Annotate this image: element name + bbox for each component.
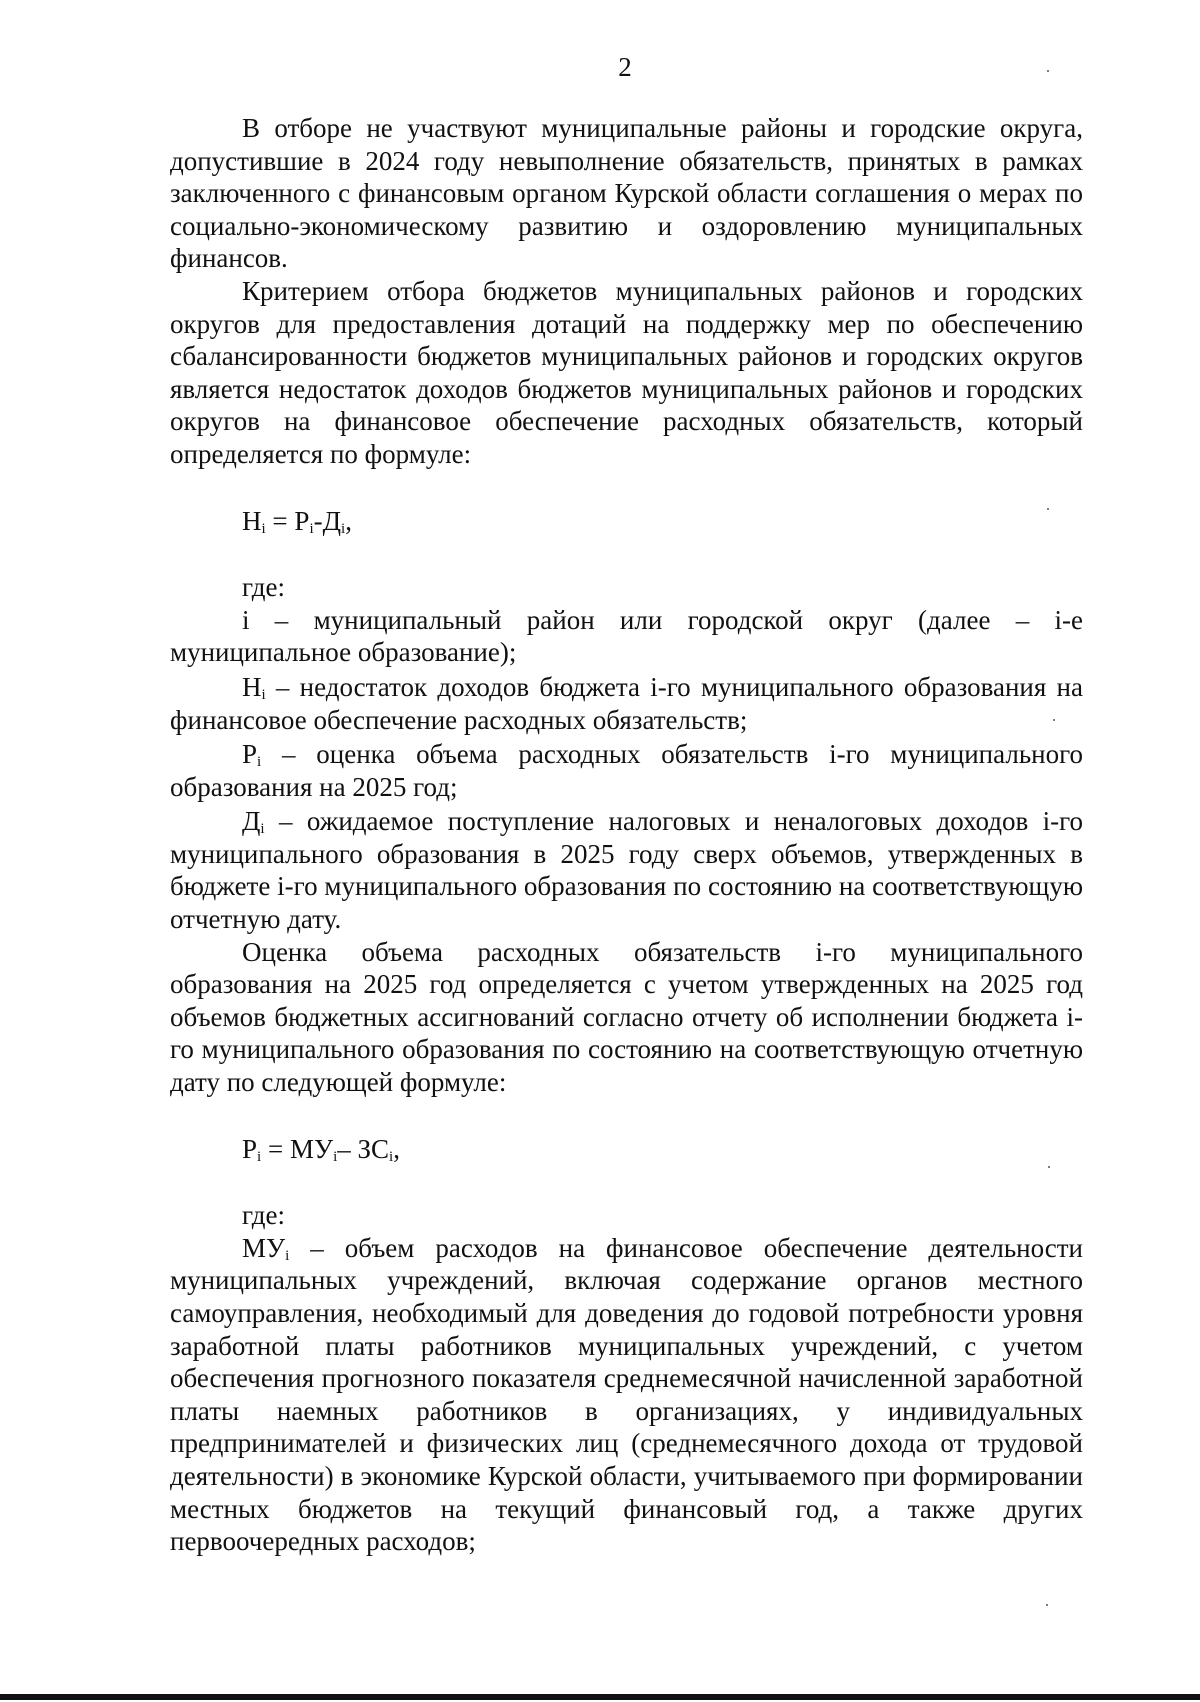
definition-mu — [170, 1232, 1083, 1558]
subscript-i: i — [261, 686, 266, 703]
definition-i-text: – муниципальный район или городской округ (далее – i-е муниципальное образование); — [170, 604, 1083, 668]
definition-d — [170, 805, 1083, 935]
symbol-h: Н — [242, 505, 262, 536]
formula-expenses — [170, 1133, 1083, 1166]
scan-speck — [1048, 1166, 1050, 1168]
subscript-i: i — [260, 821, 265, 838]
definition-p — [170, 738, 1083, 803]
definition-h — [170, 671, 1083, 736]
scan-bottom-edge — [0, 1694, 1200, 1700]
symbol-p: Р — [294, 505, 310, 536]
var-i: i — [242, 604, 250, 635]
scan-speck — [1046, 1604, 1048, 1606]
formula-end: , — [345, 505, 352, 536]
formula-end: , — [393, 1133, 400, 1164]
symbol-p: Р — [242, 739, 258, 770]
symbol-mu: МУ — [242, 1232, 286, 1263]
scan-speck — [1047, 508, 1049, 510]
symbol-h: Н — [242, 671, 262, 702]
subscript-i: i — [261, 520, 266, 537]
scan-speck — [1053, 719, 1055, 721]
formula-equals: = — [265, 505, 295, 536]
paragraph-expense-estimate: Оценка объема расходных обязательств i-го муниципального образования на 2025 год определяется с учетом утвержденных на 2025 год объемов бюджетных ассигнований согласно отчету об исполнении бюджета i-го муниципального образования по состоянию на соответствующую отчетную дату по следующей формуле: — [170, 936, 1083, 1098]
symbol-p: Р — [242, 1133, 258, 1164]
symbol-zs: ЗС — [357, 1133, 390, 1164]
where-label: где: — [242, 1200, 285, 1231]
formula-minus: - — [313, 505, 323, 536]
symbol-mu: МУ — [289, 1133, 334, 1164]
formula-equals: = — [261, 1133, 290, 1164]
definition-i — [170, 604, 1083, 669]
definition-p-text: – оценка объема расходных обязательств i-го муниципального образования на 2025 год; — [170, 739, 1083, 802]
definition-h-text: – недостаток доходов бюджета i-го муниципального образования на финансовое обеспечение расходных обязательств; — [170, 671, 1083, 735]
subscript-i: i — [257, 1148, 262, 1165]
symbol-d: Д — [322, 505, 342, 536]
paragraph-selection-exclusion: В отборе не участвуют муниципальные районы и городские округа, допустившие в 2024 году невыполнение обязательств, принятых в рамках заключенного с финансовым органом Курской области соглашения о мерах по социально-экономическому развитию и оздоровлению муниципальных финансов. — [170, 113, 1083, 274]
subscript-i: i — [389, 1148, 394, 1165]
subscript-i: i — [309, 520, 314, 537]
subscript-i: i — [333, 1148, 338, 1165]
subscript-i: i — [257, 754, 262, 771]
formula-minus: – — [337, 1133, 358, 1164]
subscript-i: i — [341, 520, 346, 537]
where-label: где: — [242, 572, 285, 603]
definition-d-text: – ожидаемое поступление налоговых и неналоговых доходов i-го муниципального образования в 2025 году сверх объемов, утвержденных в бюджете i-го муниципального образования по состоянию на соответствующую отчетную дату. — [170, 806, 1083, 935]
page-number: 2 — [618, 52, 632, 82]
document-body — [170, 112, 1083, 1558]
paragraph-selection-criterion: Критерием отбора бюджетов муниципальных районов и городских округов для предоставления дотаций на поддержку мер по обеспечению сбалансированности бюджетов муниципальных районов и городских округов является недостаток доходов бюджетов муниципальных районов и городских округов на финансовое обеспечение расходных обязательств, который определяется по формуле: — [170, 275, 1083, 469]
subscript-i: i — [285, 1247, 290, 1264]
symbol-d: Д — [242, 806, 261, 837]
definition-mu-text: – объем расходов на финансовое обеспечение деятельности муниципальных учреждений, включая содержание органов местного самоуправления, необходимый для доведения до годовой потребности уровня заработной платы работников муниципальных учреждений, с учетом обеспечения прогнозного показателя среднемесячной начисленной заработной платы наемных работников в организациях, у индивидуальных предпринимателей и физических лиц (среднемесячного дохода от трудовой деятельности) в экономике Курской области, учитываемого при формировании местных бюджетов на текущий финансовый год, а также других первоочередных расходов; — [170, 1232, 1083, 1557]
scan-speck — [1047, 70, 1049, 72]
formula-deficit — [170, 505, 1083, 538]
